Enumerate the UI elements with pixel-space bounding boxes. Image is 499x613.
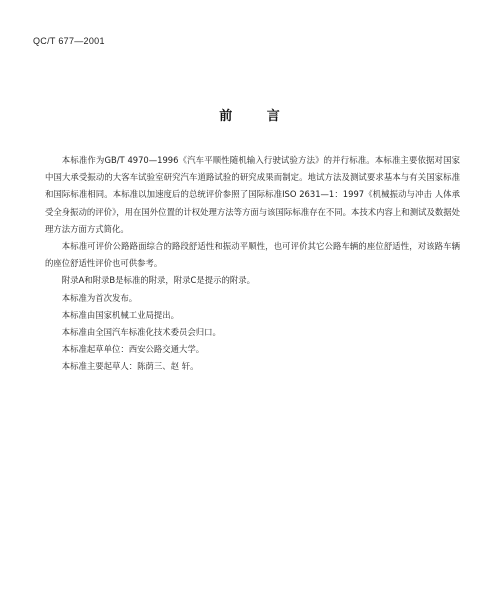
paragraph-appendices: 附录A和附录B是标准的附录，附录C是提示的附录。: [61, 275, 255, 286]
paragraph-under-jurisdiction: 本标准由全国汽车标准化技术委员会归口。: [61, 327, 221, 338]
paragraph-drafters: 本标准主要起草人：陈荫三、赵 轩。: [61, 361, 199, 372]
foreword-heading: 前 言: [219, 109, 280, 124]
paragraph-proposed-by: 本标准由国家机械工业局提出。: [61, 309, 180, 320]
paragraph-purpose: 本标准作为GB/T 4970—1996《汽车平顺性随机输入行驶试验方法》的并行标准。本标准主要依据对国家中国大承受振动的大客车试验室研究汽车道路试验的研究成果而制定。地试方法及测试要求基本与有关国家标准和国际标准相同。本标准以加速度后的总统评价参照了国际标准ISO 2631—1：1997《机械振动与冲击 人体承受全身振动的评价》，用在国外位置的计权处理方法等方面与该国际标准存在不同。本技术内容上和测试及数据处理方法方面方式简化。: [45, 155, 460, 234]
standard-code: QC/T 677—2001: [33, 36, 105, 46]
paragraph-first-release: 本标准为首次发布。: [61, 292, 138, 303]
paragraph-drafting-unit: 本标准起草单位：西安公路交通大学。: [61, 344, 205, 355]
paragraph-scope: 本标准可评价公路路面综合的路段舒适性和振动平顺性，也可评价其它公路车辆的座位舒适性，对该路车辆的座位舒适性评价也可供参考。: [45, 241, 460, 269]
foreword-body: [45, 152, 460, 376]
